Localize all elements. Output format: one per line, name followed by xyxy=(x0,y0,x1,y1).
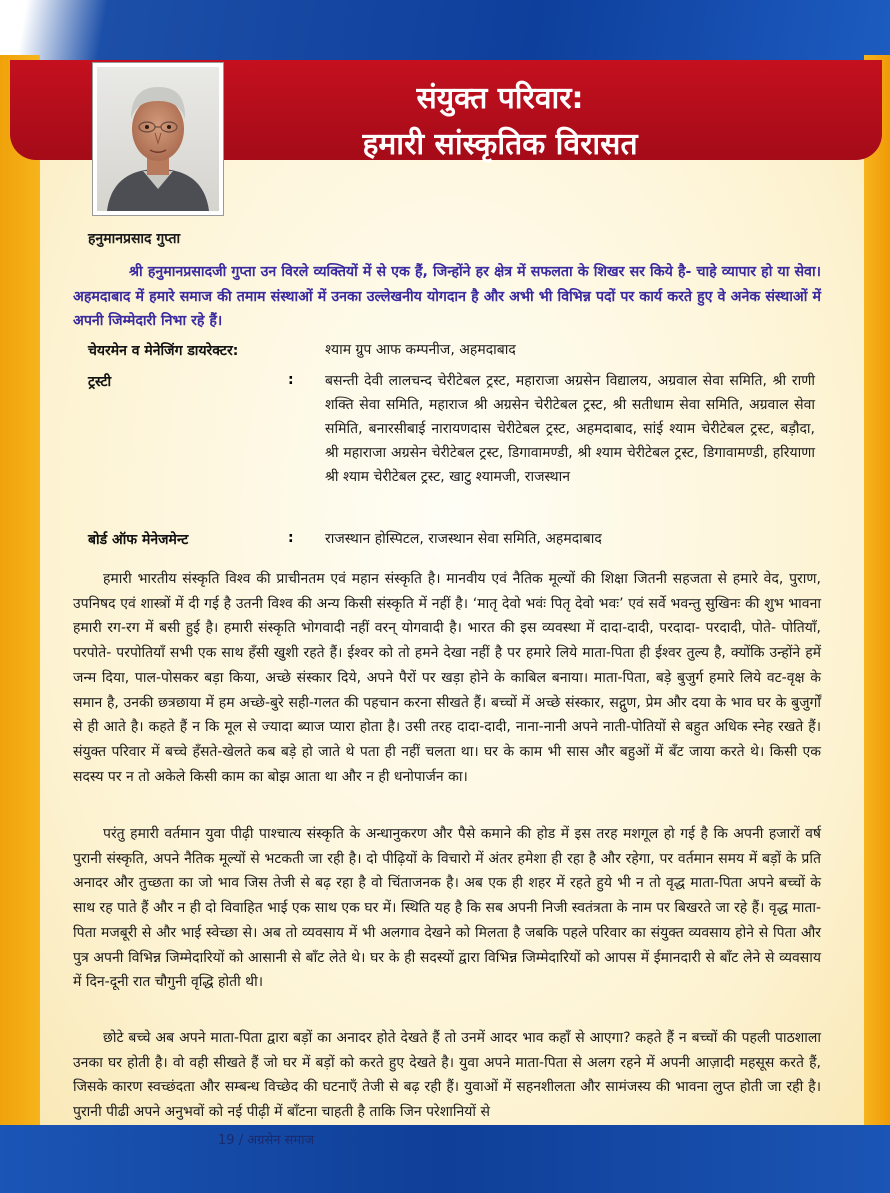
position-row xyxy=(88,372,111,391)
bottom-blue-band xyxy=(0,1125,890,1193)
position-colon: : xyxy=(288,372,294,388)
position-value: बसन्ती देवी लालचन्द चेरीटेबल ट्रस्ट, महाराजा अग्रसेन विद्यालय, अग्रवाल सेवा समिति, श्री राणी शक्ति सेवा समिति, महाराज श्री अग्रसेन चेरीटेबल ट्रस्ट, श्री सतीधाम सेवा समिति, अग्रवाल सेवा समिति, बनारसीबाई नारायणदास चेरीटेबल ट्रस्ट, अहमदाबाद, सांई श्याम चेरीटेबल ट्रस्ट, बड़ौदा, श्री महाराजा अग्रसेन चेरीटेबल ट्रस्ट, डिगावामण्डी, श्री श्याम चेरीटेबल ट्रस्ट, डिगावामण्डी, हरियाणा श्री श्याम चेरीटेबल ट्रस्ट, खाटु श्यामजी, राजस्थान xyxy=(325,373,815,485)
body-paragraph: परंतु हमारी वर्तमान युवा पीढ़ी पाश्चात्य संस्कृति के अन्धानुकरण और पैसे कमाने की होड में इस तरह मशगूल हो गई है कि अपनी हजारों वर्ष पुरानी संस्कृति, अपने नैतिक मूल्यों से भटकती जा रही है। दो पीढ़ियों के विचारो में अंतर हमेशा ही रहा है और रहेगा, पर वर्तमान समय में बड़ों के प्रति अनादर और तुच्छता का जो भाव जिस तेजी से बढ़ रहा है वो चिंताजनक है। अब एक ही शहर में रहते हुये भी न तो वृद्ध माता-पिता अपने बच्चों के साथ रह पाते हैं और न ही दो विवाहित भाई एक साथ एक घर में। स्थिति यह है कि सब अपनी निजी स्वतंत्रता के नाम पर बिखरते जा रहे हैं। वृद्ध माता-पिता मजबूरी से और भाई स्वेच्छा से। अब तो व्यवसाय में भी अलगाव देखने को मिलता है जबकि पहले परिवार का संयुक्त व्यवसाय होने से पिता और पुत्र अपनी विभिन्न जिम्मेदारियों को आसानी से बाँट लेते थे। घर के ही सदस्यों द्वारा विभिन्न जिम्मेदारियों को आपस में ईमानदारी से बाँट लेने से व्यवसाय में दिन-दूनी रात चौगुनी वृद्धि होती थी। xyxy=(73,826,821,991)
author-introduction: श्री हनुमानप्रसादजी गुप्ता उन विरले व्यक्तियों में से एक हैं, जिन्होंने हर क्षेत्र में सफलता के शिखर सर किये है- चाहे व्यापार हो या सेवा। अहमदाबाद में हमारे समाज की तमाम संस्थाओं में उनका उल्लेखनीय योगदान है और अभी भी विभिन्न पदों पर कार्य करते हुए वे अनेक संस्थाओं में अपनी जिम्मेदारी निभा रहे हैं। xyxy=(73,264,821,329)
footer-separator: / xyxy=(238,1133,244,1148)
author-name: हनुमानप्रसाद गुप्ता xyxy=(88,231,181,247)
page-footer xyxy=(218,1130,314,1148)
position-colon: : xyxy=(288,530,294,546)
page-number: 19 xyxy=(218,1133,235,1148)
author-portrait xyxy=(97,67,219,211)
position-row xyxy=(88,530,188,549)
magazine-name: अग्रसेन समाज xyxy=(247,1133,315,1148)
position-value: श्याम ग्रुप आफ कम्पनीज, अहमदाबाद xyxy=(325,342,516,358)
position-label: बोर्ड ऑफ मेनेजमेन्ट xyxy=(88,532,189,548)
position-label: ट्रस्टी xyxy=(88,374,112,390)
portrait-illustration xyxy=(97,67,219,211)
body-paragraph: छोटे बच्चे अब अपने माता-पिता द्वारा बड़ों का अनादर होते देखते हैं तो उनमें आदर भाव कहाँ से आएगा? कहते हैं न बच्चों की पहली पाठशाला उनका घर होती है। वो वही सीखते हैं जो घर में बड़ों को करते हुए देखते है। युवा अपने माता-पिता से अलग रहने में अपनी आज़ादी महसूस करते हैं, जिसके कारण स्वच्छंदता और सम्बन्ध विच्छेद की घटनाएँ तेजी से बढ़ रही हैं। युवाओं में सहनशीलता और सामंजस्य की भावना लुप्त होती जा रही है। पुरानी पीढी अपने अनुभवों को नई पीढ़ी में बाँटना चाहती है ताकि जिन परेशानियों से xyxy=(73,1030,822,1121)
right-yellow-border xyxy=(864,55,890,1155)
left-yellow-border xyxy=(0,55,40,1155)
position-label: चेयरमेन व मेनेजिंग डायरेक्टर: xyxy=(88,343,239,359)
title-line-2: हमारी सांस्कृतिक विरासत xyxy=(362,127,638,162)
position-value: राजस्थान होस्पिटल, राजस्थान सेवा समिति, अहमदाबाद xyxy=(325,531,602,547)
body-paragraph: हमारी भारतीय संस्कृति विश्व की प्राचीनतम एवं महान संस्कृति है। मानवीय एवं नैतिक मूल्यों की शिक्षा जितनी सहजता से हमारे वेद, पुराण, उपनिषद एवं शास्त्रों में दी गई है उतनी विश्व की अन्य किसी संस्कृति में नहीं है। ‘मातृ देवो भवंः पितृ देवो भवः’ एवं सर्वे भवन्तु सुखिनः की शुभ भावना हमारी रग-रग में बसी हुई है। हमारी संस्कृति भोगवादी नहीं वरन् योगवादी है। भारत की इस व्यवस्था में दादा-दादी, परदादा- परदादी, पोते- पोतियाँ, परपोते- परपोतियाँ सभी एक साथ हँसी खुशी रहते हैं। ईश्वर को तो हमने देखा नहीं है पर हमारे लिये माता-पिता ही ईश्वर तुल्य है, क्योंकि उन्होंने हमें जन्म दिया, पाल-पोसकर बड़ा किया, अच्छे संस्कार दिये, अपने पैरों पर खड़ा होने के काबिल बनाया। माता-पिता, बड़े बुजुर्ग हमारे लिये वट-वृक्ष के समान है, उनकी छत्रछाया में हम अच्छे-बुरे सही-गलत की पहचान करना सीखते हैं। बच्चों में अच्छे संस्कार, सद्गुण, प्रेम और दया के भाव घर के बुजुर्गों से ही आते है। कहते हैं न कि मूल से ज्यादा ब्याज प्यारा होता है। उसी तरह दादा-दादी, नाना-नानी अपने नाती-पोतियों से बहुत अधिक स्नेह रखते हैं। संयुक्त परिवार में बच्चे हँसते-खेलते कब बड़े हो जाते थे पता ही नहीं चलता था। घर के काम भी सास और बहुओं में बँट जाया करते थे। किसी एक सदस्य पर न तो अकेले किसी काम का बोझ आता था और न ही धनोपार्जन का। xyxy=(73,571,821,785)
position-row xyxy=(88,341,238,360)
title-line-1: संयुक्त परिवार: xyxy=(416,81,584,116)
author-photo xyxy=(92,62,224,216)
article-title xyxy=(250,76,750,168)
